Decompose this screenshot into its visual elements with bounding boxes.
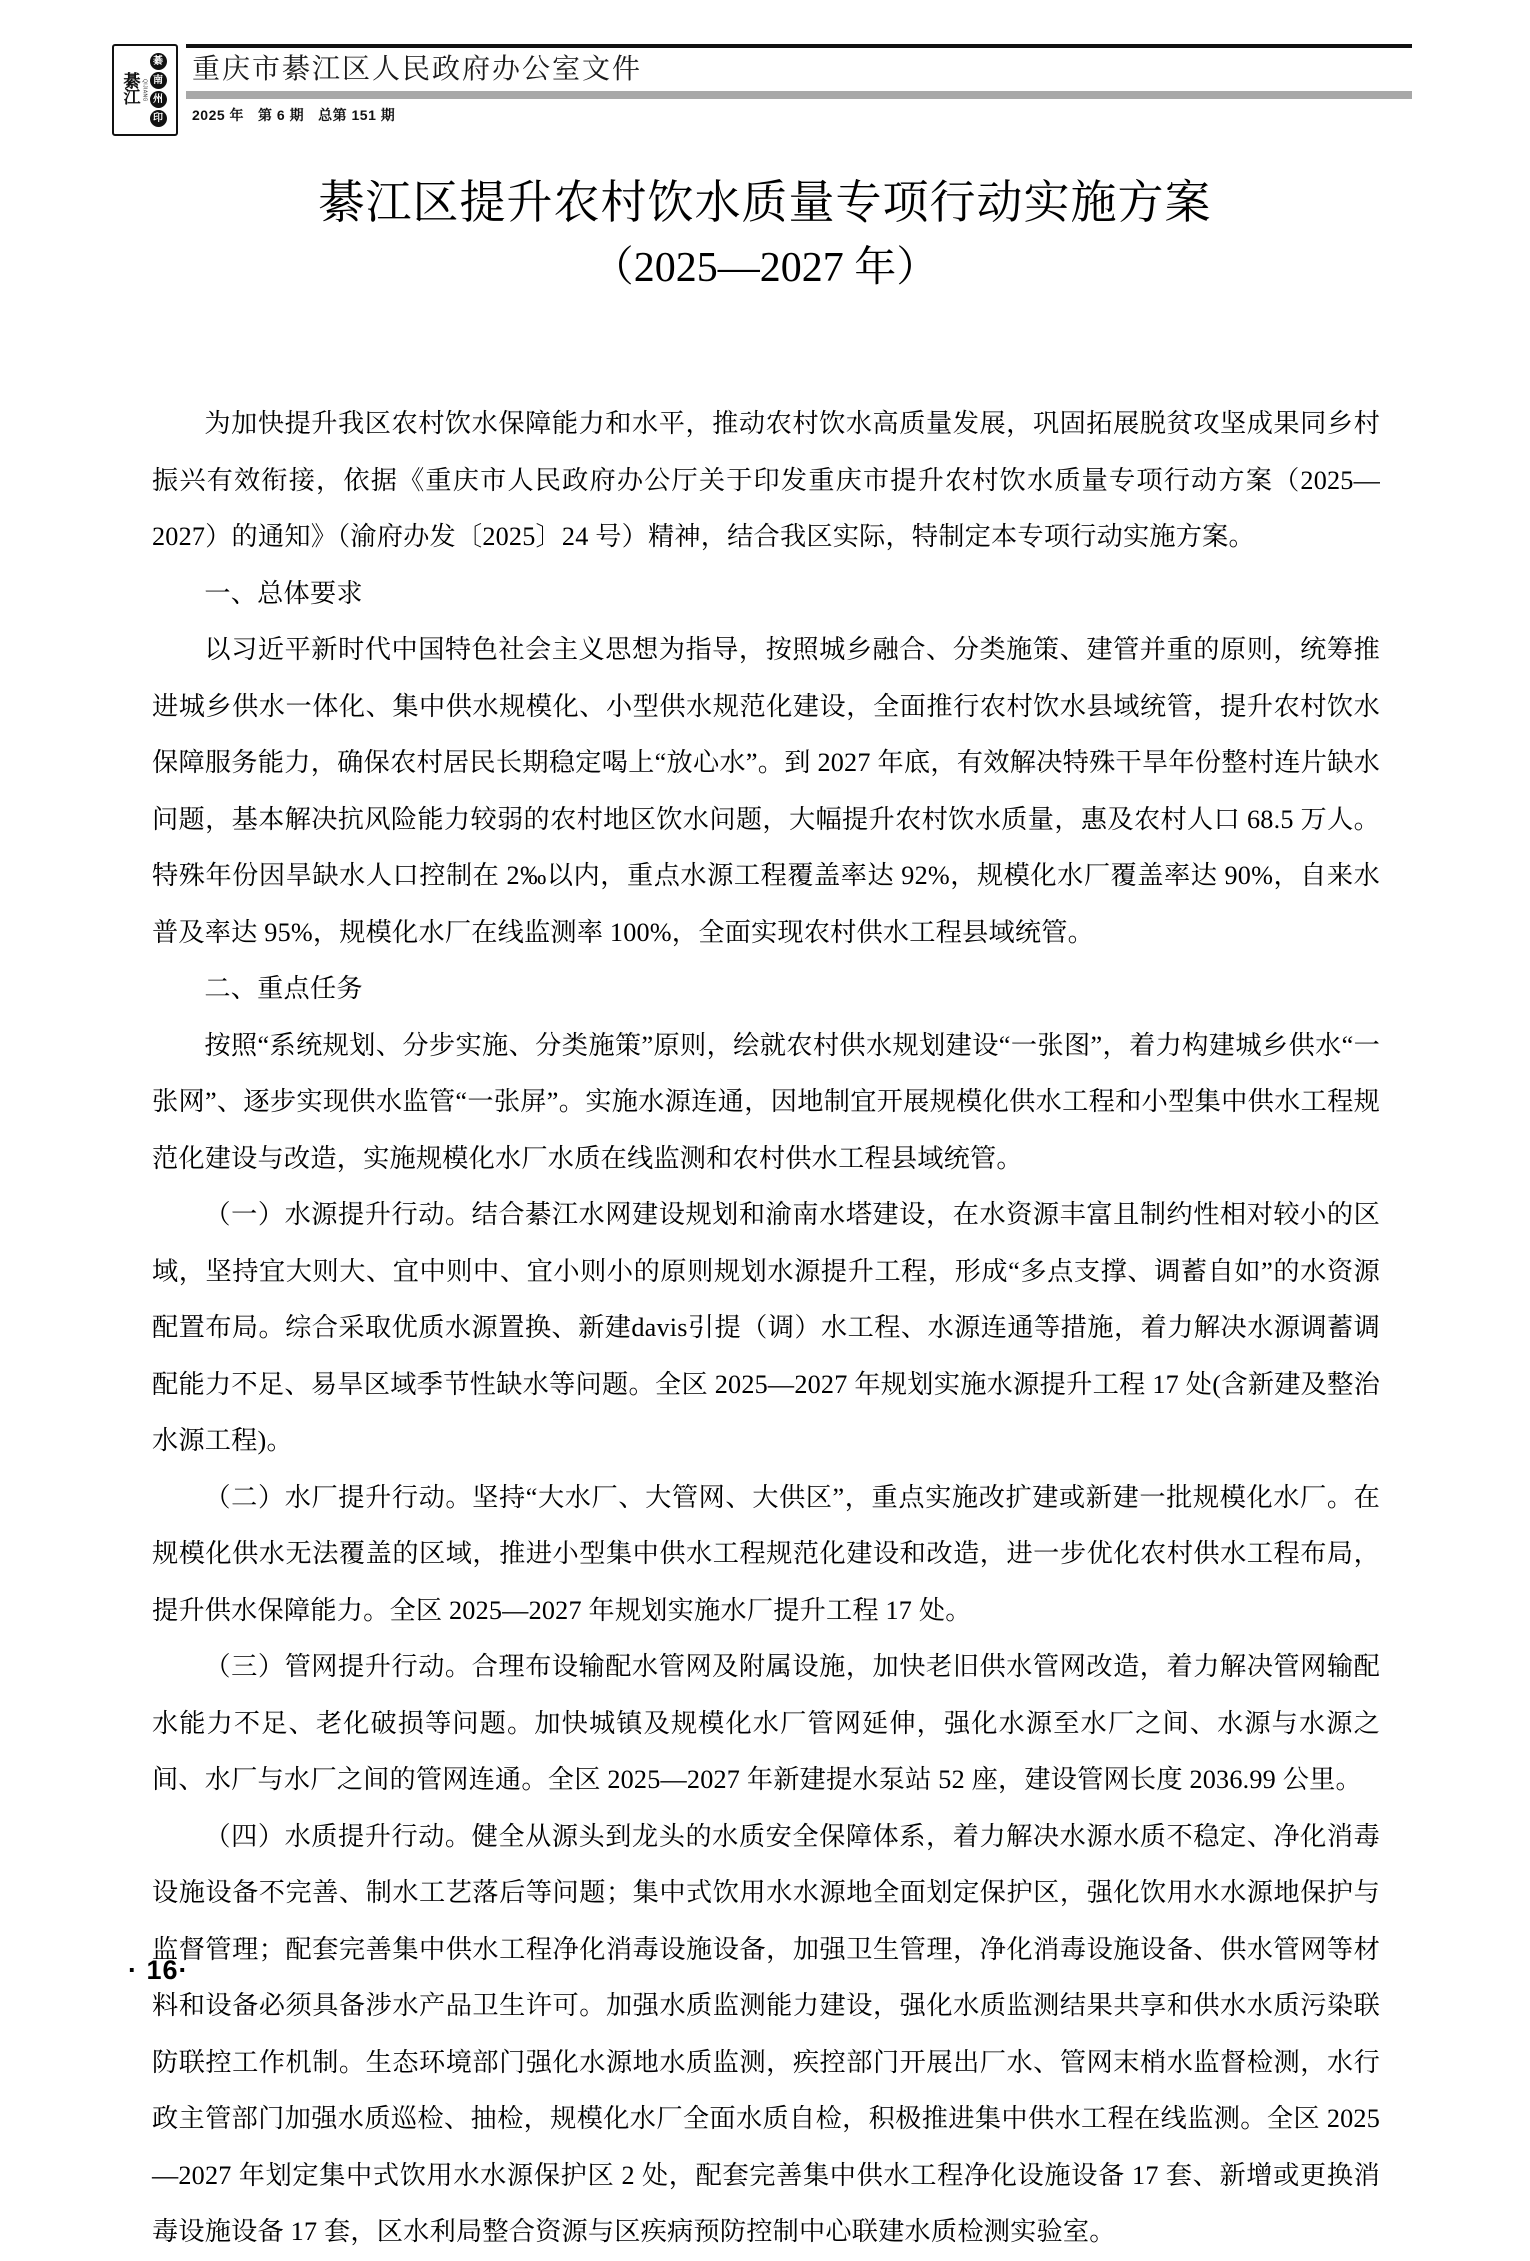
masthead-grey-rule (186, 91, 1412, 99)
paragraph-task-water-plant: （二）水厂提升行动。坚持“大水厂、大管网、大供区”，重点实施改扩建或新建一批规模化水厂。在规模化供水无法覆盖的区域，推进小型集中供水工程规范化建设和改造，进一步优化农村供水工程布局，提升供水保障能力。全区 2025—2027 年规划实施水厂提升工程 17 处。 (152, 1482, 1380, 1625)
seal-dot-1: 綦 (150, 53, 167, 70)
document-title-period: （2025—2027 年） (591, 245, 939, 291)
seal-dot-2: 南 (150, 72, 167, 89)
masthead-content (186, 44, 1412, 125)
seal-dot-column (150, 53, 167, 127)
paragraph-task-water-quality: （四）水质提升行动。健全从源头到龙头的水质安全保障体系，着力解决水源水质不稳定、净化消毒设施设备不完善、制水工艺落后等问题；集中式饮用水水源地全面划定保护区，强化饮用水水源地保护与监督管理；配套完善集中供水工程净化消毒设施设备，加强卫生管理，净化消毒设施设备、供水管网等材料和设备必须具备涉水产品卫生许可。加强水质监测能力建设，强化水质监测结果共享和供水水质污染联防联控工作机制。生态环境部门强化水源地水质监测，疾控部门开展出厂水、管网末梢水监督检测，水行政主管部门加强水质巡检、抽检，规模化水厂全面水质自检，积极推进集中供水工程在线监测。全区 2025—2027 年划定集中式饮用水水源保护区 2 处，配套完善集中供水工程净化设施设备 17 套、新增或更换消毒设施设备 17 套，区水利局整合资源与区疾病预防控制中心联建水质检测实验室。 (152, 1821, 1380, 2246)
masthead (112, 44, 1412, 136)
issue-number: 第 6 期 (258, 106, 305, 123)
section-heading-1: 一、总体要求 (204, 578, 363, 608)
seal-characters (123, 71, 141, 107)
paragraph-task-pipe-network: （三）管网提升行动。合理布设输配水管网及附属设施，加快老旧供水管网改造，着力解决管网输配水能力不足、老化破损等问题。加快城镇及规模化水厂管网延伸，强化水源至水厂之间、水源与水源之间、水厂与水厂之间的管网连通。全区 2025—2027 年新建提水泵站 52 座，建设管网长度 2036.99 公里。 (152, 1652, 1380, 1794)
paragraph-intro: 为加快提升我区农村饮水保障能力和水平，推动农村饮水高质量发展，巩固拓展脱贫攻坚成果同乡村振兴有效衔接，依据《重庆市人民政府办公厅关于印发重庆市提升农村饮水质量专项行动方案（2025—2027）的通知》（渝府办发〔2025〕24 号）精神，结合我区实际，特制定本专项行动实施方案。 (152, 409, 1380, 551)
masthead-title: 重庆市綦江区人民政府办公室文件 (192, 54, 643, 85)
section-heading-2: 二、重点任务 (204, 974, 363, 1003)
document-body (152, 396, 1380, 2261)
seal-dot-4: 印 (150, 110, 167, 127)
document-title-main: 綦江区提升农村饮水质量专项行动实施方案 (318, 177, 1212, 228)
issue-year: 2025 年 (192, 106, 245, 123)
document-title-block (150, 168, 1380, 300)
paragraph-key-tasks-intro: 按照“系统规划、分步实施、分类施策”原则，绘就农村供水规划建设“一张图”，着力构建城乡供水“一张网”、逐步实现供水监管“一张屏”。实施水源连通，因地制宜开展规模化供水工程和小型集中供水工程规范化建设与改造，实施规模化水厂水质在线监测和农村供水工程县域统管。 (152, 1030, 1380, 1173)
seal-pinyin: QIJIANG (141, 78, 148, 102)
government-seal-emblem (112, 44, 178, 136)
masthead-issue-line (186, 99, 1412, 125)
issue-total: 总第 151 期 (318, 106, 396, 123)
seal-char-bottom: 江 (123, 88, 141, 107)
paragraph-overall-requirements: 以习近平新时代中国特色社会主义思想为指导，按照城乡融合、分类施策、建管并重的原则，统筹推进城乡供水一体化、集中供水规模化、小型供水规范化建设，全面推行农村饮水县域统管，提升农村饮水保障服务能力，确保农村居民长期稳定喝上“放心水”。到 2027 年底，有效解决特殊干旱年份整村连片缺水问题，基本解决抗风险能力较弱的农村地区饮水问题，大幅提升农村饮水质量，惠及农村人口 68.5 万人。特殊年份因旱缺水人口控制在 2‰以内，重点水源工程覆盖率达 92%，规模化水厂覆盖率达 90%，自来水普及率达 95%，规模化水厂在线监测率 100%，全面实现农村供水工程县域统管。 (152, 635, 1380, 947)
seal-char-top: 綦 (123, 71, 141, 91)
page-number: · 16· (128, 1955, 189, 1985)
paragraph-task-water-source: （一）水源提升行动。结合綦江水网建设规划和渝南水塔建设，在水资源丰富且制约性相对较小的区域，坚持宜大则大、宜中则中、宜小则小的原则规划水源提升工程，形成“多点支撑、调蓄自如”的水资源配置布局。综合采取优质水源置换、新建davis引提（调）水工程、水源连通等措施，着力解决水源调蓄调配能力不足、易旱区域季节性缺水等问题。全区 2025—2027 年规划实施水源提升工程 17 处(含新建及整治水源工程)。 (152, 1200, 1380, 1455)
seal-dot-3: 州 (150, 91, 167, 108)
